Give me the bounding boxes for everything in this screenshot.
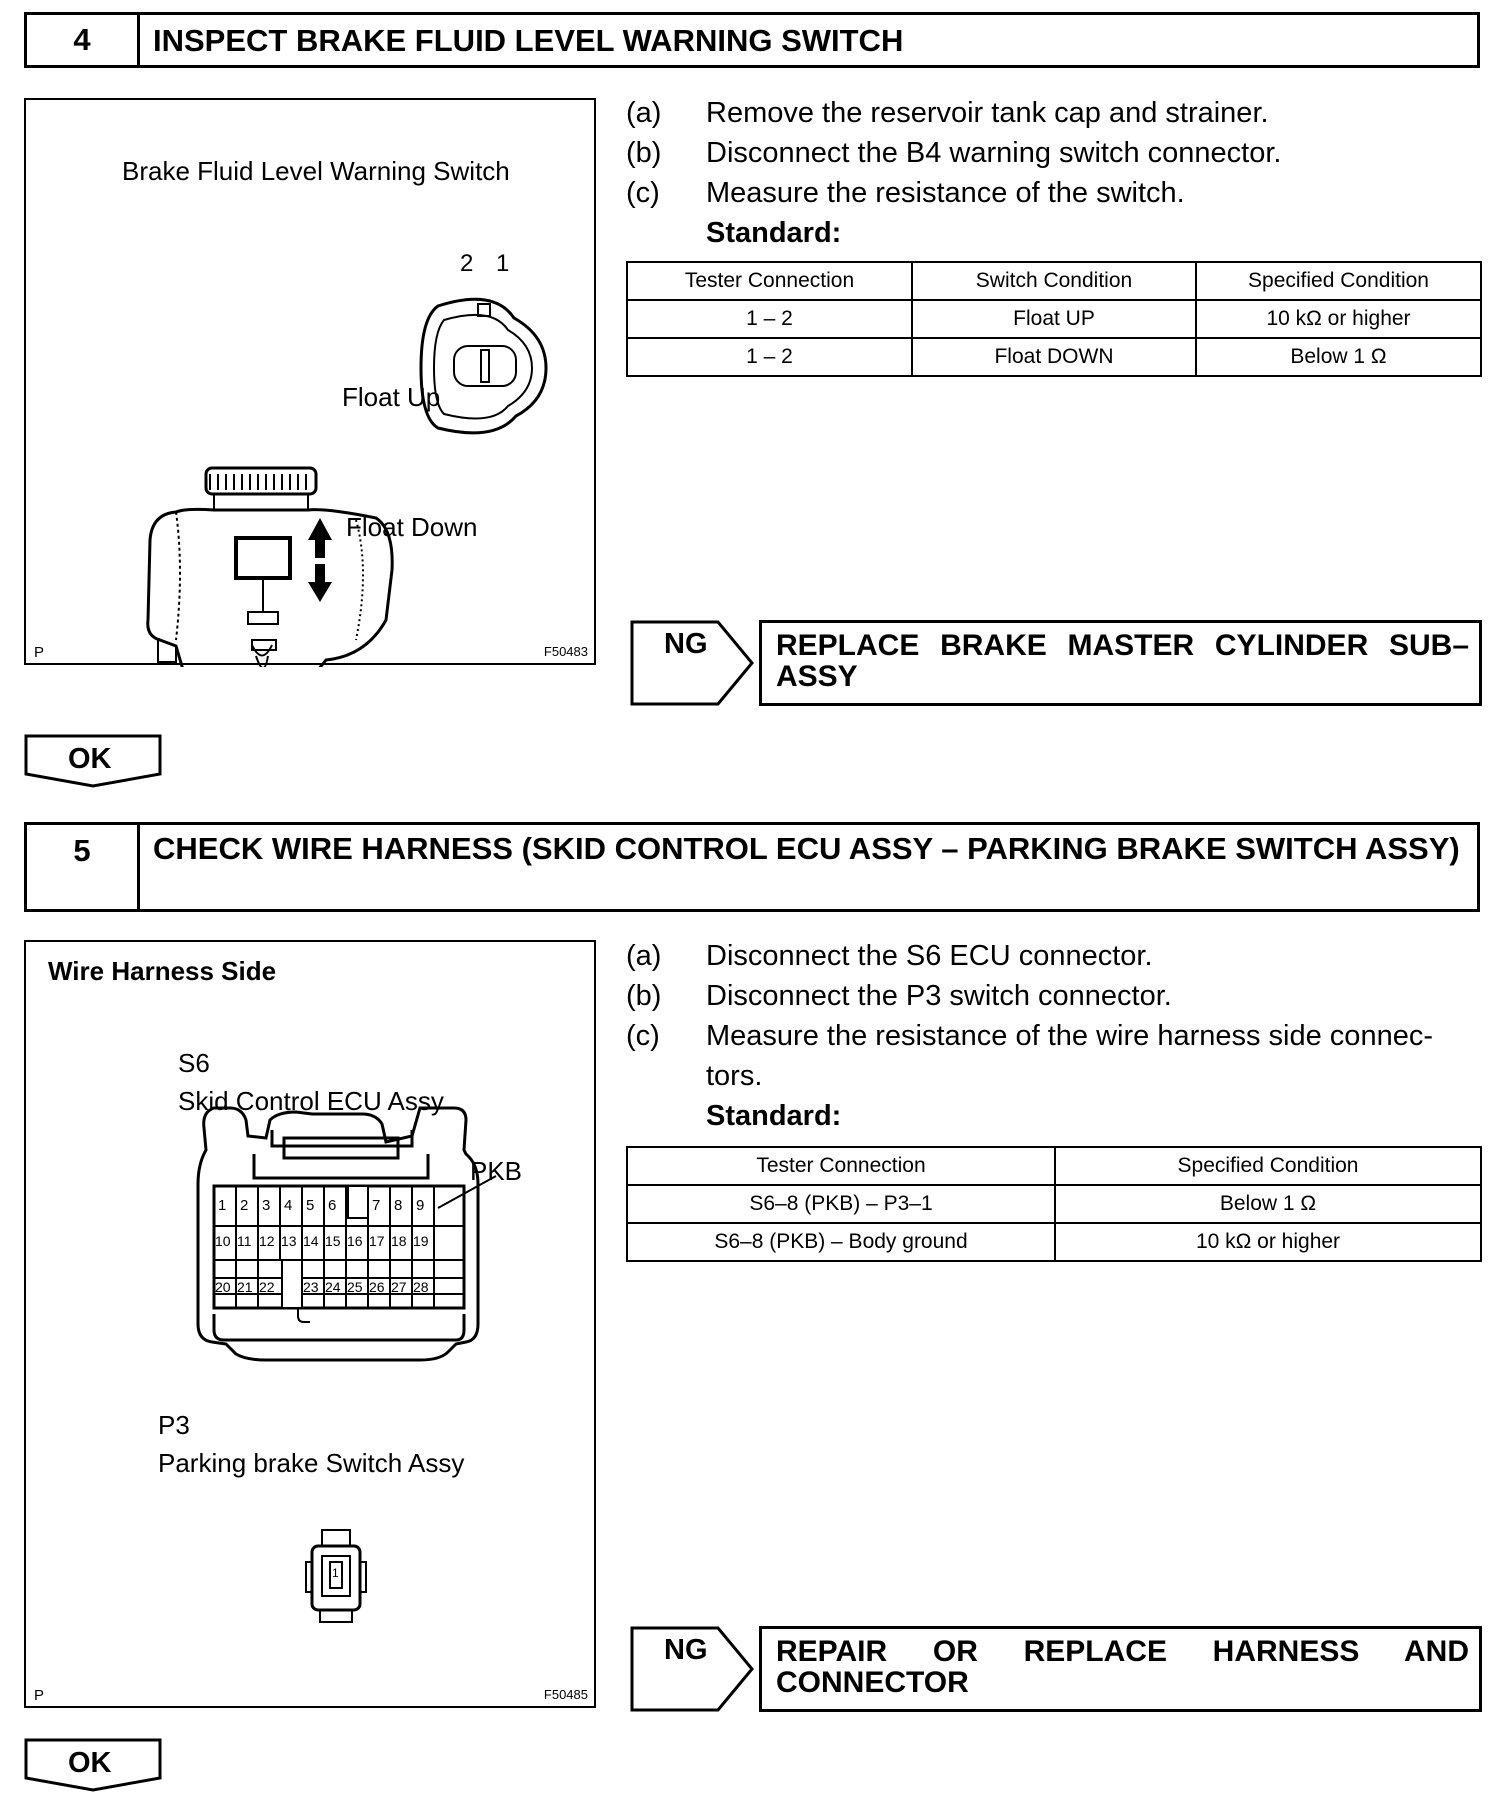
- instruction-mark: (c): [626, 177, 660, 209]
- instruction-text: Measure the resistance of the wire harness side connec-tors.: [706, 1020, 1433, 1092]
- pin-label: 17: [369, 1233, 385, 1249]
- pin-label: 25: [347, 1279, 363, 1295]
- instruction-text: Disconnect the P3 switch connector.: [706, 980, 1172, 1012]
- table-header: Specified Condition: [1196, 262, 1481, 300]
- step-5-ng-arrow: [630, 1626, 755, 1712]
- instruction-mark: (b): [626, 980, 662, 1012]
- step-5-instructions: [626, 936, 1482, 1136]
- table-row: [627, 1223, 1481, 1261]
- instruction-item: [626, 976, 1482, 1016]
- pin-label: 22: [259, 1279, 275, 1295]
- table-row: [627, 300, 1481, 338]
- pin-label: 6: [328, 1197, 337, 1214]
- pin-label: 20: [215, 1279, 231, 1295]
- pin-label: 1: [218, 1197, 227, 1214]
- table-header: Switch Condition: [912, 262, 1196, 300]
- pin-label: 13: [281, 1233, 297, 1249]
- table-header-row: [627, 262, 1481, 300]
- step-5-figure: [24, 940, 596, 1708]
- step-4-ok-arrow: [24, 734, 162, 788]
- pin-label: 5: [306, 1197, 315, 1214]
- ng-label: NG: [664, 628, 708, 660]
- instruction-mark: (a): [626, 97, 662, 129]
- table-header: Specified Condition: [1055, 1147, 1481, 1185]
- step-4-instructions: [626, 93, 1482, 253]
- pin-label: 18: [391, 1233, 407, 1249]
- step-4-number: 4: [27, 15, 140, 65]
- table-cell: 1 – 2: [627, 300, 912, 338]
- table-header: Tester Connection: [627, 262, 912, 300]
- pin-label: 4: [284, 1197, 293, 1214]
- pin-label: 28: [413, 1279, 429, 1295]
- float-down-label: Float Down: [346, 512, 478, 542]
- s6-code: S6: [178, 1048, 210, 1078]
- table-cell: S6–8 (PKB) – P3–1: [627, 1185, 1055, 1223]
- instruction-mark: (a): [626, 940, 662, 972]
- step-5-ng-result: REPAIR OR REPLACE HARNESS AND CONNECTOR: [759, 1626, 1482, 1712]
- pin-label: 2: [240, 1197, 249, 1214]
- table-cell: 10 kΩ or higher: [1055, 1223, 1481, 1261]
- pin-label: 15: [325, 1233, 341, 1249]
- pin-label: 12: [259, 1233, 275, 1249]
- step-4-title: INSPECT BRAKE FLUID LEVEL WARNING SWITCH: [153, 23, 904, 58]
- figure-id: F50483: [543, 644, 588, 659]
- figure-id: F50485: [543, 1687, 588, 1702]
- pin-label: 11: [237, 1233, 252, 1249]
- table-cell: 10 kΩ or higher: [1196, 300, 1481, 338]
- fig-corner-p: P: [34, 1687, 45, 1704]
- instruction-item: [626, 173, 1482, 213]
- instruction-text: Remove the reservoir tank cap and strainer.: [706, 97, 1269, 129]
- pkb-label: PKB: [470, 1156, 523, 1186]
- step-4-header: [24, 12, 1480, 68]
- standard-label: Standard:: [706, 217, 842, 249]
- table-header: Tester Connection: [627, 1147, 1055, 1185]
- standard-label: Standard:: [706, 1100, 842, 1132]
- table-cell: Float DOWN: [912, 338, 1196, 376]
- instruction-item: [626, 93, 1482, 133]
- pin-label: 3: [262, 1197, 271, 1214]
- p3-code: P3: [158, 1410, 190, 1440]
- p3-name: Parking brake Switch Assy: [158, 1448, 465, 1478]
- pin-label: 10: [215, 1233, 231, 1249]
- pin-label: 16: [347, 1233, 363, 1249]
- step-4-figure: [24, 98, 596, 665]
- pin-1-label: 1: [496, 250, 510, 277]
- connector-illustration: [26, 942, 598, 1710]
- step-5-title: CHECK WIRE HARNESS (SKID CONTROL ECU ASSY – PARKING BRAKE SWITCH ASSY): [153, 831, 1460, 866]
- pin-label: 19: [413, 1233, 429, 1249]
- pin-label: 9: [416, 1197, 425, 1214]
- instruction-text: Disconnect the B4 warning switch connector.: [706, 137, 1282, 169]
- instruction-item: [626, 133, 1482, 173]
- pin-label: 21: [237, 1279, 253, 1295]
- step-4-ng-arrow: [630, 620, 755, 706]
- table-cell: Below 1 Ω: [1196, 338, 1481, 376]
- float-up-label: Float Up: [342, 382, 441, 412]
- step-4-spec-table: [626, 261, 1482, 377]
- ok-label: OK: [68, 743, 112, 775]
- pin-label: 8: [394, 1197, 403, 1214]
- instruction-text: Measure the resistance of the switch.: [706, 177, 1185, 209]
- pin-label: 26: [369, 1279, 385, 1295]
- pin-label: 23: [303, 1279, 319, 1295]
- ng-label: NG: [664, 1634, 708, 1666]
- step-4-ng-result: REPLACE BRAKE MASTER CYLINDER SUB–ASSY: [759, 620, 1482, 706]
- pin-label: 14: [303, 1233, 319, 1249]
- table-cell: Float UP: [912, 300, 1196, 338]
- instruction-item: [626, 1016, 1482, 1096]
- instruction-item: [626, 936, 1482, 976]
- pin-label: 27: [391, 1279, 407, 1295]
- fig-corner-p: P: [34, 644, 45, 661]
- step-5-spec-table: [626, 1146, 1482, 1262]
- table-cell: S6–8 (PKB) – Body ground: [627, 1223, 1055, 1261]
- table-cell: Below 1 Ω: [1055, 1185, 1481, 1223]
- instruction-text: Disconnect the S6 ECU connector.: [706, 940, 1153, 972]
- instruction-mark: (b): [626, 137, 662, 169]
- pin-label: 24: [325, 1279, 341, 1295]
- step-5-ok-arrow: [24, 1738, 162, 1792]
- step-5-number: 5: [27, 825, 140, 909]
- table-row: [627, 338, 1481, 376]
- pin-label: 7: [372, 1197, 381, 1214]
- instruction-mark: (c): [626, 1020, 660, 1052]
- step-5-header: [24, 822, 1480, 912]
- fig-heading: Wire Harness Side: [48, 956, 277, 986]
- s6-name: Skid Control ECU Assy: [178, 1086, 444, 1116]
- pin-2-label: 2: [460, 250, 474, 277]
- ok-label: OK: [68, 1747, 112, 1779]
- p3-pin-label: 1: [332, 1566, 339, 1580]
- fig-title: Brake Fluid Level Warning Switch: [122, 156, 510, 186]
- table-cell: 1 – 2: [627, 338, 912, 376]
- table-header-row: [627, 1147, 1481, 1185]
- table-row: [627, 1185, 1481, 1223]
